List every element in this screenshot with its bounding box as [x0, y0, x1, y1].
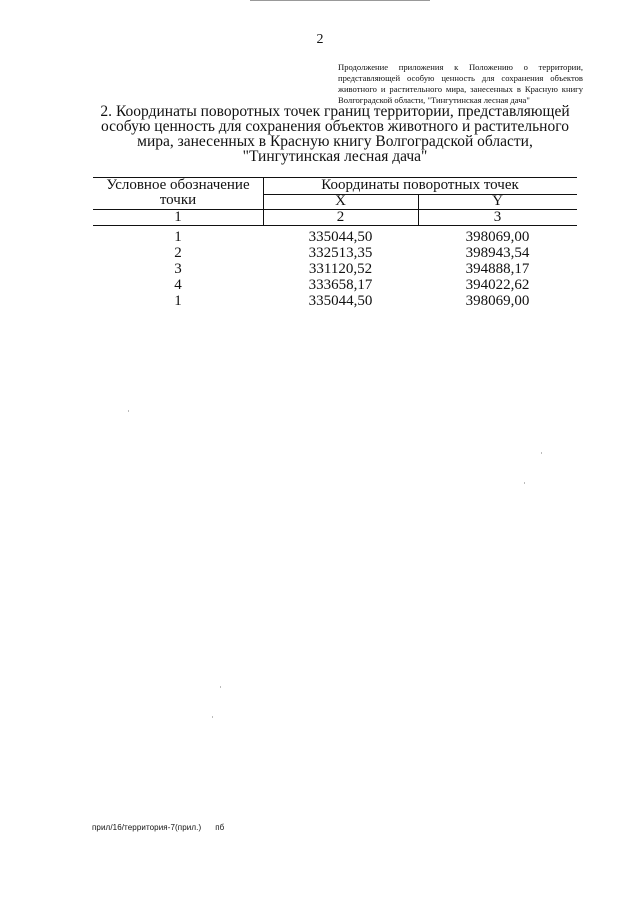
- footer-reference: [92, 823, 224, 832]
- cell-x: 332513,35: [308, 245, 373, 261]
- cell-x: 331120,52: [308, 261, 373, 277]
- cell-point: 1: [174, 293, 182, 309]
- scan-speck: [524, 482, 525, 484]
- page-number: 2: [316, 32, 324, 47]
- coordinates-table: [93, 177, 577, 309]
- scan-top-rule: [250, 0, 430, 1]
- scan-speck: [128, 410, 129, 412]
- cell-x: 333658,17: [308, 277, 373, 293]
- table-row: [93, 245, 577, 261]
- footer-tag: пб: [215, 823, 225, 832]
- footer-file-ref: прил/16/территория-7(прил.): [92, 823, 202, 832]
- cell-y: 394022,62: [465, 277, 530, 293]
- colnum-1: 1: [174, 209, 182, 225]
- table-body: [93, 229, 577, 309]
- header-point-label: Условное обозначение точки: [106, 177, 250, 208]
- scan-speck: [212, 716, 213, 718]
- section-number: 2.: [100, 103, 112, 120]
- table-row: [93, 277, 577, 293]
- cell-y: 398069,00: [465, 229, 530, 245]
- table-row: [93, 293, 577, 309]
- cell-x: 335044,50: [308, 229, 373, 245]
- cell-point: 4: [174, 277, 182, 293]
- colnum-rule: [93, 225, 577, 226]
- scan-speck: [541, 452, 542, 454]
- section-title: [90, 104, 580, 164]
- cell-x: 335044,50: [308, 293, 373, 309]
- cell-point: 2: [174, 245, 182, 261]
- colnum-2: 2: [336, 209, 345, 225]
- header-y: Y: [492, 193, 503, 209]
- appendix-note: Продолжение приложения к Положению о территории, представляющей особую ценность для сохранения объектов животного и растительного мира, занесенных в Красную книгу Волгоградской области, "Тингутинская лесная дача": [338, 62, 583, 105]
- table-header: [93, 177, 577, 228]
- section-title-text: Координаты поворотных точек границ территории, представляющей особую ценность для сохранения объектов животного и растительного мира, занесенных в Красную книгу Волгоградской области, "Тингутинская лесная дача": [101, 103, 570, 165]
- cell-point: 3: [174, 261, 182, 277]
- header-x: X: [335, 193, 346, 209]
- scan-speck: [220, 686, 221, 688]
- cell-y: 394888,17: [465, 261, 530, 277]
- cell-point: 1: [174, 229, 182, 245]
- table-row: [93, 261, 577, 277]
- cell-y: 398943,54: [465, 245, 530, 261]
- cell-y: 398069,00: [465, 293, 530, 309]
- table-row: [93, 229, 577, 245]
- colnum-3: 3: [493, 209, 502, 225]
- header-coordinates: Координаты поворотных точек: [321, 177, 519, 193]
